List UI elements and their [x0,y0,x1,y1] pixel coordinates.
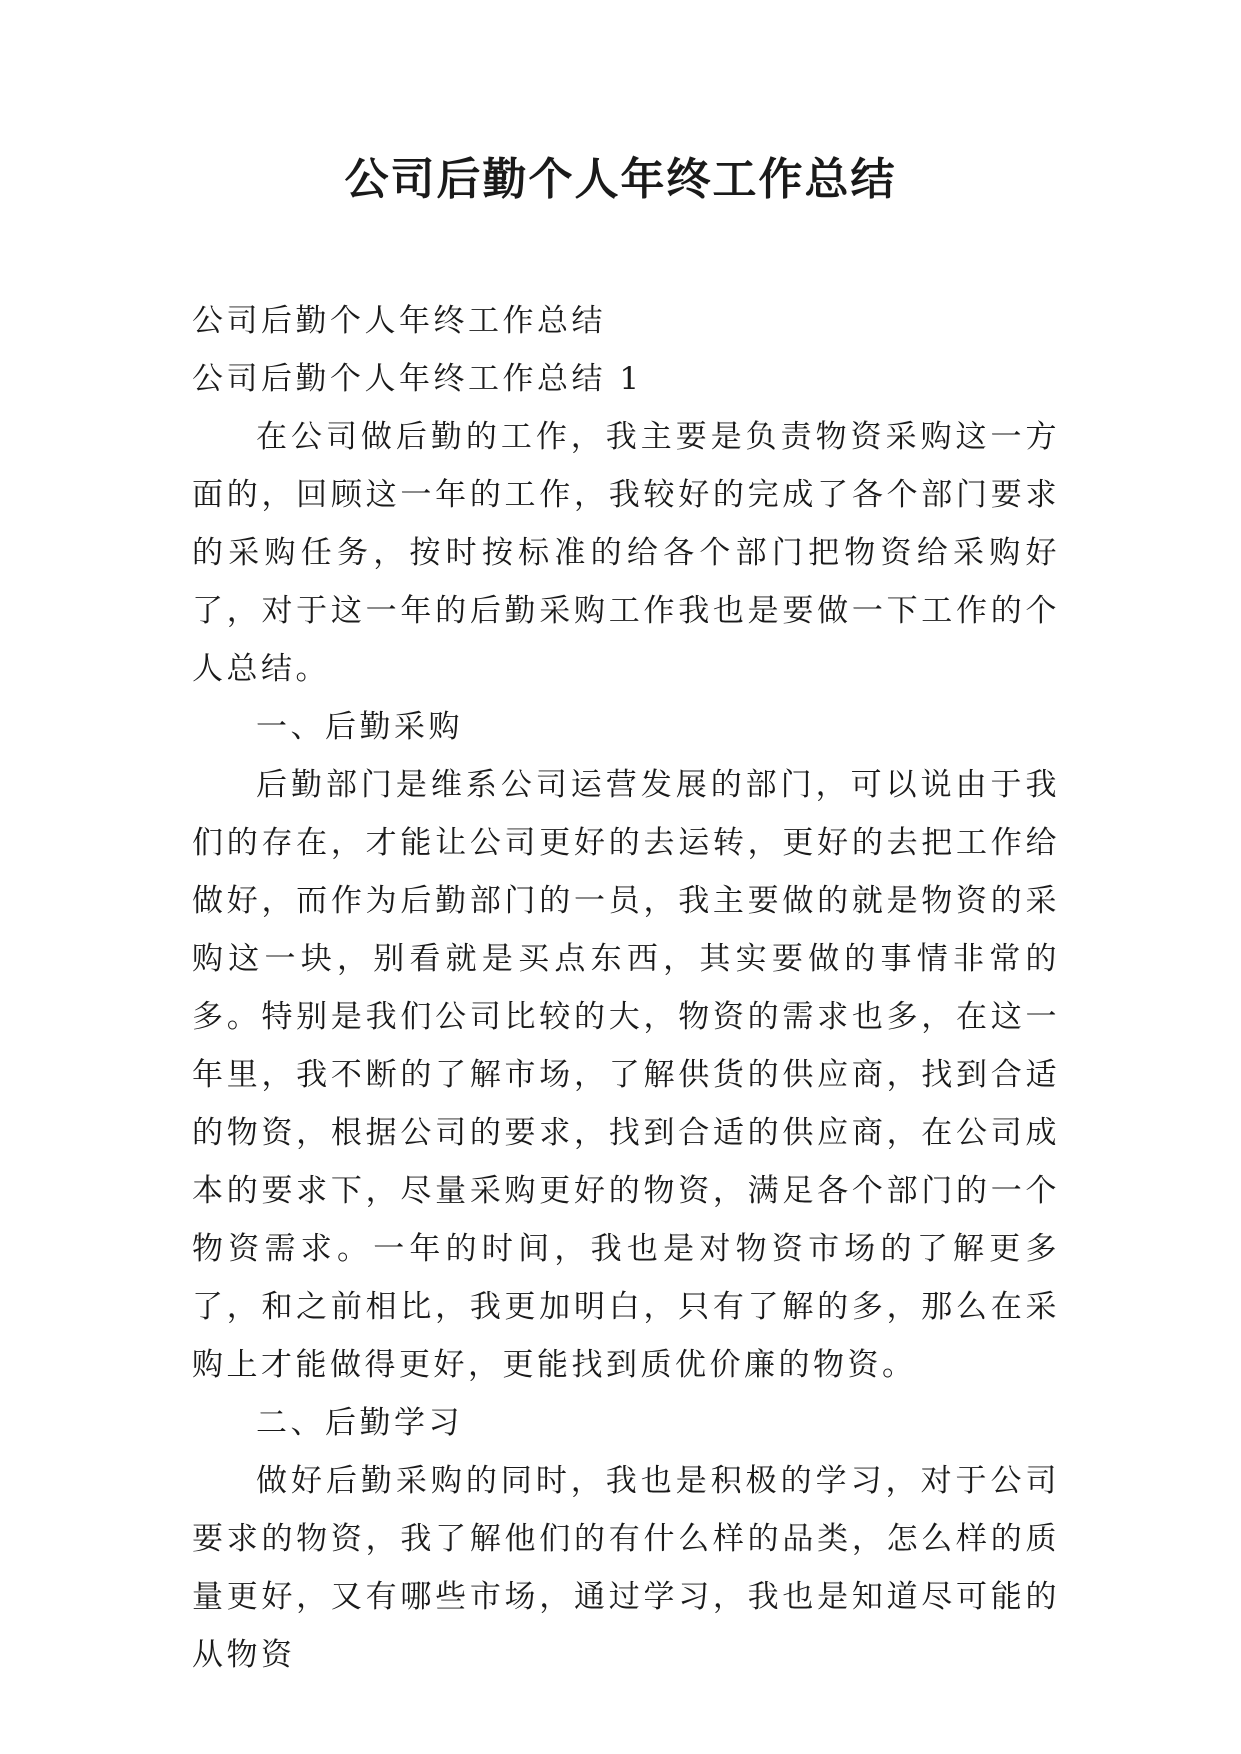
section-heading-procurement: 一、后勤采购 [256,709,463,745]
intro-paragraph: 在公司做后勤的工作，我主要是负责物资采购这一方面的，回顾这一年的工作，我较好的完成了各个部门要求的采购任务，按时按标准的给各个部门把物资给采购好了，对于这一年的后勤采购工作我也是要做一下工作的个人总结。 [192,419,1060,687]
learning-paragraph: 做好后勤采购的同时，我也是积极的学习，对于公司要求的物资，我了解他们的有什么样的品类，怎么样的质量更好，又有哪些市场，通过学习，我也是知道尽可能的从物资 [192,1463,1060,1673]
document-title: 公司后勤个人年终工作总结 [344,154,897,205]
document-subtitle: 公司后勤个人年终工作总结 [192,303,606,339]
document-subheading: 公司后勤个人年终工作总结 1 [192,361,643,397]
document-body [192,292,1060,1684]
section-heading-learning: 二、后勤学习 [256,1405,463,1441]
procurement-paragraph: 后勤部门是维系公司运营发展的部门，可以说由于我们的存在，才能让公司更好的去运转，更好的去把工作给做好，而作为后勤部门的一员，我主要做的就是物资的采购这一块，别看就是买点东西，其实要做的事情非常的多。特别是我们公司比较的大，物资的需求也多，在这一年里，我不断的了解市场，了解供货的供应商，找到合适的物资，根据公司的要求，找到合适的供应商，在公司成本的要求下，尽量采购更好的物资，满足各个部门的一个物资需求。一年的时间，我也是对物资市场的了解更多了，和之前相比，我更加明白，只有了解的多，那么在采购上才能做得更好，更能找到质优价廉的物资。 [192,767,1060,1383]
